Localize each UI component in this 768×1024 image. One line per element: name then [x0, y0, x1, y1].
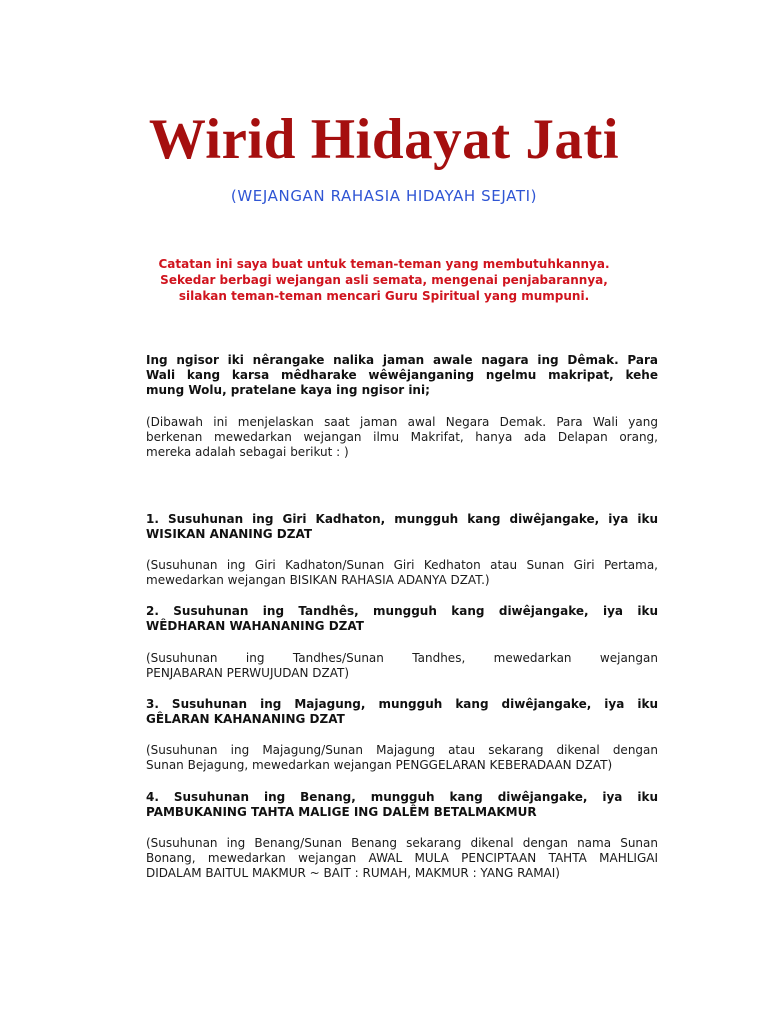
text-line: PENJABARAN PERWUJUDAN DZAT) [146, 666, 350, 680]
note-line: Catatan ini saya buat untuk teman-teman yang membutuhkannya. [158, 257, 610, 271]
text-line: berkenan mewedarkan wejangan ilmu Makrifat, hanya ada Delapan orang, [146, 430, 658, 444]
text-line: WISIKAN ANANING DZAT [146, 527, 313, 541]
text-line: Sunan Bejagung, mewedarkan wejangan PENGGELARAN KEBERADAAN DZAT) [146, 758, 613, 772]
document-title: Wirid Hidayat Jati [148, 108, 620, 171]
document-subtitle: (WEJANGAN RAHASIA HIDAYAH SEJATI) [230, 187, 538, 205]
text-line: (Susuhunan ing Giri Kadhaton/Sunan Giri Kedhaton atau Sunan Giri Pertama, [146, 558, 658, 572]
author-note [100, 256, 668, 304]
note-line: Sekedar berbagi wejangan asli semata, mengenai penjabarannya, [160, 273, 608, 287]
intro-translation-paragraph [146, 415, 658, 460]
intro-paragraph [146, 353, 658, 398]
item-3-translation [146, 743, 658, 773]
text-line: PAMBUKANING TAHTA MALIGE ING DALÊM BETALMAKMUR [146, 805, 537, 819]
item-4-heading [146, 790, 658, 820]
text-line: mung Wolu, pratelane kaya ing ngisor ini; [146, 383, 430, 397]
item-1-translation [146, 558, 658, 588]
text-line: Wali kang karsa mêdharake wêwêjanganing ngelmu makripat, kehe [146, 368, 658, 382]
text-line: 3. Susuhunan ing Majagung, mungguh kang diwêjangake, iya iku [146, 697, 658, 711]
item-2-heading [146, 604, 658, 634]
text-line: DIDALAM BAITUL MAKMUR ~ BAIT : RUMAH, MAKMUR : YANG RAMAI) [146, 866, 560, 880]
item-4-translation [146, 836, 658, 881]
note-line: silakan teman-teman mencari Guru Spiritual yang mumpuni. [178, 289, 590, 303]
item-1-heading [146, 512, 658, 542]
text-line: (Susuhunan ing Benang/Sunan Benang sekarang dikenal dengan nama Sunan [146, 836, 658, 850]
text-line: 2. Susuhunan ing Tandhês, mungguh kang diwêjangake, iya iku [146, 604, 658, 618]
text-line: (Susuhunan ing Majagung/Sunan Majagung atau sekarang dikenal dengan [146, 743, 658, 757]
text-line: Bonang, mewedarkan wejangan AWAL MULA PENCIPTAAN TAHTA MAHLIGAI [146, 851, 658, 865]
text-line: (Susuhunan ing Tandhes/Sunan Tandhes, mewedarkan wejangan [146, 651, 658, 665]
text-line: GÊLARAN KAHANANING DZAT [146, 712, 345, 726]
text-line: (Dibawah ini menjelaskan saat jaman awal Negara Demak. Para Wali yang [146, 415, 658, 429]
text-line: Ing ngisor iki nêrangake nalika jaman awale nagara ing Dêmak. Para [146, 353, 658, 367]
text-line: mereka adalah sebagai berikut : ) [146, 445, 349, 459]
text-line: 4. Susuhunan ing Benang, mungguh kang diwêjangake, iya iku [146, 790, 658, 804]
item-3-heading [146, 697, 658, 727]
text-line: mewedarkan wejangan BISIKAN RAHASIA ADANYA DZAT.) [146, 573, 490, 587]
text-line: 1. Susuhunan ing Giri Kadhaton, mungguh kang diwêjangake, iya iku [146, 512, 658, 526]
item-2-translation [146, 651, 658, 681]
text-line: WÊDHARAN WAHANANING DZAT [146, 619, 364, 633]
